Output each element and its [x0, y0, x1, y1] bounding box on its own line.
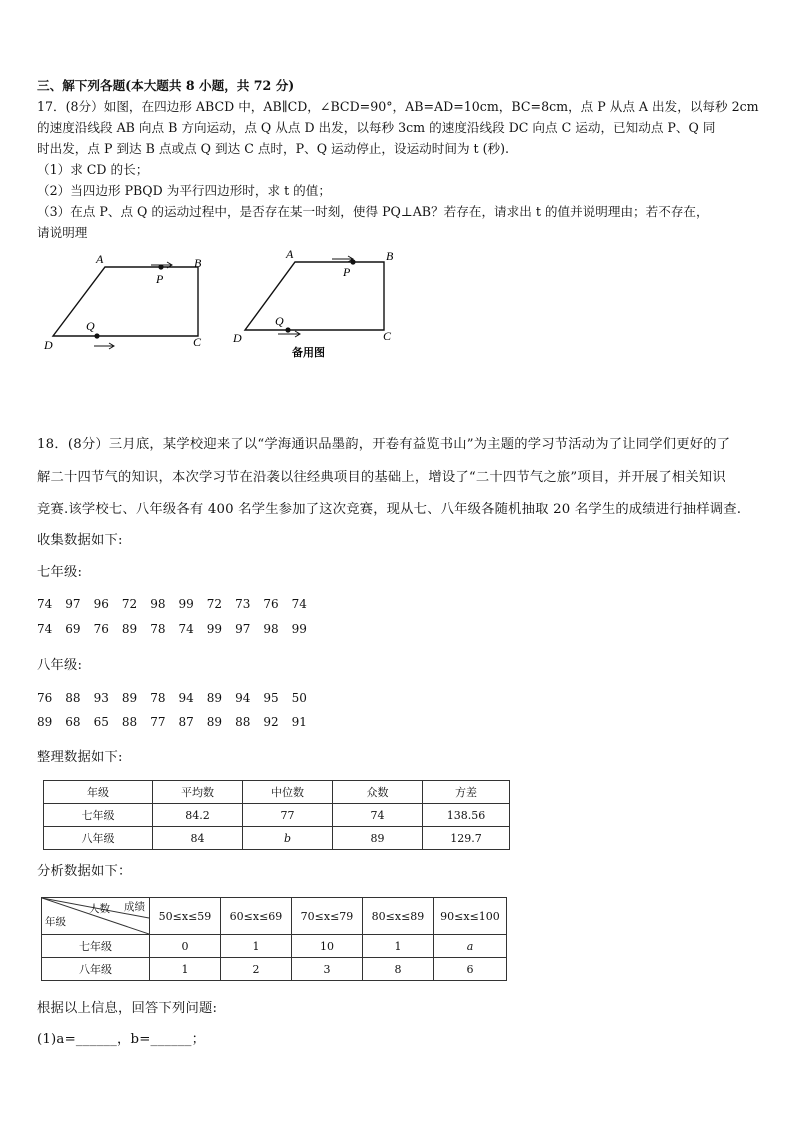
data-cell: 89	[206, 715, 223, 729]
table-cell: 77	[243, 804, 333, 827]
spare-figure-caption: 备用图	[292, 346, 325, 359]
section-title: 三、解下列各题(本大题共 8 小题，共 72 分)	[37, 78, 295, 93]
q17-line-3: 时出发，点 P 到达 B 点或点 Q 到达 C 点时，P、Q 运动停止，设运动时间为 t (秒).	[37, 141, 510, 156]
table-cell: 3	[292, 958, 363, 981]
q17-line-1: 17．(8分）如图，在四边形 ABCD 中，AB∥CD，∠BCD=90°，AB=AD=10cm，BC=8cm，点 P 从点 A 出发，以每秒 2cm	[37, 99, 759, 114]
table-cell: 84.2	[153, 804, 243, 827]
point-p	[350, 259, 355, 264]
table-header-cell: 50≤x≤59	[150, 898, 221, 935]
trapezoid-figure-main	[36, 250, 226, 355]
label-c: C	[383, 329, 392, 343]
data-cell: 94	[235, 691, 251, 705]
table-cell: 七年级	[44, 804, 153, 827]
answer-prompt: 根据以上信息，回答下列问题:	[37, 1001, 218, 1016]
data-cell: 74	[37, 622, 53, 636]
data-cell: 68	[65, 715, 81, 729]
label-q: Q	[275, 314, 284, 328]
table-cell: 8	[363, 958, 434, 981]
data-cell: 74	[37, 597, 53, 611]
data-cell: 88	[65, 691, 81, 705]
data-cell: 50	[291, 691, 307, 705]
data-cell: 96	[93, 597, 109, 611]
data-cell: 99	[178, 597, 194, 611]
table-row	[42, 935, 507, 958]
data-cell: 77	[150, 715, 166, 729]
table-header-cell: 年级	[44, 781, 153, 804]
table-cell: 129.7	[423, 827, 510, 850]
table-row	[44, 827, 510, 850]
data-cell: 88	[121, 715, 138, 729]
data-cell: 98	[263, 622, 279, 636]
table-cell: 1	[221, 935, 292, 958]
label-b: B	[194, 256, 202, 270]
q17-sub-3-cont: 请说明理	[37, 225, 88, 240]
grade8-row-2	[37, 715, 320, 729]
stats-table	[43, 780, 510, 850]
data-cell: 88	[235, 715, 251, 729]
table-cell: 84	[153, 827, 243, 850]
corner-label-count: 人数	[89, 903, 110, 915]
data-cell: 89	[121, 622, 138, 636]
q18-line-3: 竞赛.该学校七、八年级各有 400 名学生参加了这次竞赛，现从七、八年级各随机抽取 20 名学生的成绩进行抽样调查.	[37, 502, 742, 517]
table-header-cell: 众数	[333, 781, 423, 804]
data-cell: 99	[291, 622, 307, 636]
table-row	[44, 804, 510, 827]
table-cell: 6	[434, 958, 507, 981]
data-cell: 76	[263, 597, 279, 611]
grade8-row-1	[37, 691, 320, 705]
data-cell: 72	[121, 597, 138, 611]
point-p	[158, 264, 163, 269]
label-q: Q	[86, 319, 95, 333]
organize-heading: 整理数据如下:	[37, 750, 123, 765]
label-a: A	[96, 252, 104, 266]
corner-label-score: 成绩	[124, 901, 145, 913]
table-cell: 1	[363, 935, 434, 958]
data-cell: 93	[93, 691, 109, 705]
table-header-cell: 平均数	[153, 781, 243, 804]
table-cell: 八年级	[42, 958, 150, 981]
grade7-row-2	[37, 622, 320, 636]
data-cell: 78	[150, 622, 166, 636]
data-cell: 78	[150, 691, 166, 705]
table-header-cell: 60≤x≤69	[221, 898, 292, 935]
table-cell: 74	[333, 804, 423, 827]
data-cell: 65	[93, 715, 109, 729]
corner-label-grade: 年级	[45, 916, 66, 928]
label-p: P	[343, 265, 351, 279]
table-cell: 0	[150, 935, 221, 958]
data-cell: 87	[178, 715, 194, 729]
data-cell: 74	[291, 597, 307, 611]
analyze-heading: 分析数据如下：	[37, 864, 132, 879]
label-d: D	[44, 338, 53, 352]
data-cell: 94	[178, 691, 194, 705]
data-cell: 92	[263, 715, 279, 729]
data-cell: 76	[93, 622, 109, 636]
q17-sub-2: （2）当四边形 PBQD 为平行四边形时，求 t 的值；	[37, 183, 331, 198]
q17-sub-1: （1）求 CD 的长；	[37, 162, 149, 177]
label-a: A	[286, 247, 294, 261]
data-cell: 89	[121, 691, 138, 705]
table-header-cell: 90≤x≤100	[434, 898, 507, 935]
table-cell: a	[434, 935, 507, 958]
label-c: C	[193, 335, 202, 349]
table-cell: 89	[333, 827, 423, 850]
point-q	[94, 333, 99, 338]
label-p: P	[156, 272, 164, 286]
grade8-label: 八年级:	[37, 658, 83, 673]
table-cell: 10	[292, 935, 363, 958]
point-q	[285, 327, 290, 332]
table-cell: b	[243, 827, 333, 850]
q17-line-2: 的速度沿线段 AB 向点 B 方向运动，点 Q 从点 D 出发，以每秒 3cm 的速度沿线段 DC 向点 C 运动，已知动点 P、Q 同	[37, 120, 716, 135]
data-cell: 74	[178, 622, 194, 636]
data-cell: 91	[291, 715, 307, 729]
data-cell: 89	[206, 691, 223, 705]
data-cell: 72	[206, 597, 223, 611]
q18-line-2: 解二十四节气的知识，本次学习节在沿袭以往经典项目的基础上，增设了“二十四节气之旅”项目，并开展了相关知识	[37, 470, 726, 485]
table-row	[42, 958, 507, 981]
data-cell: 98	[150, 597, 166, 611]
data-cell: 73	[235, 597, 251, 611]
table-header-row	[44, 781, 510, 804]
table-header-row	[42, 898, 507, 935]
table-header-cell: 中位数	[243, 781, 333, 804]
data-cell: 97	[235, 622, 251, 636]
table-cell: 2	[221, 958, 292, 981]
collect-heading: 收集数据如下:	[37, 533, 123, 548]
trapezoid-shape	[53, 267, 198, 336]
data-cell: 69	[65, 622, 81, 636]
table-cell: 138.56	[423, 804, 510, 827]
label-d: D	[233, 331, 242, 345]
table-header-cell: 80≤x≤89	[363, 898, 434, 935]
data-cell: 89	[37, 715, 53, 729]
trapezoid-figure-spare	[228, 244, 408, 364]
data-cell: 76	[37, 691, 53, 705]
table-cell: 七年级	[42, 935, 150, 958]
data-cell: 95	[263, 691, 279, 705]
distribution-table	[41, 897, 507, 981]
table-cell: 八年级	[44, 827, 153, 850]
grade7-label: 七年级:	[37, 565, 83, 580]
corner-header-cell	[42, 898, 150, 935]
q17-sub-3: （3）在点 P、点 Q 的运动过程中，是否存在某一时刻，使得 PQ⊥AB？若存在，请求出 t 的值并说明理由；若不存在，	[37, 204, 709, 219]
q18-line-1: 18．(8分）三月底，某学校迎来了以“学海通识品墨韵，开卷有益览书山”为主题的学习节活动为了让同学们更好的了	[37, 437, 731, 452]
table-header-cell: 70≤x≤79	[292, 898, 363, 935]
table-cell: 1	[150, 958, 221, 981]
grade7-row-1	[37, 597, 320, 611]
trapezoid-shape	[245, 262, 384, 330]
part-1-question: (1)a=______，b=______；	[37, 1032, 206, 1047]
data-cell: 99	[206, 622, 223, 636]
table-header-cell: 方差	[423, 781, 510, 804]
data-cell: 97	[65, 597, 81, 611]
label-b: B	[386, 249, 394, 263]
